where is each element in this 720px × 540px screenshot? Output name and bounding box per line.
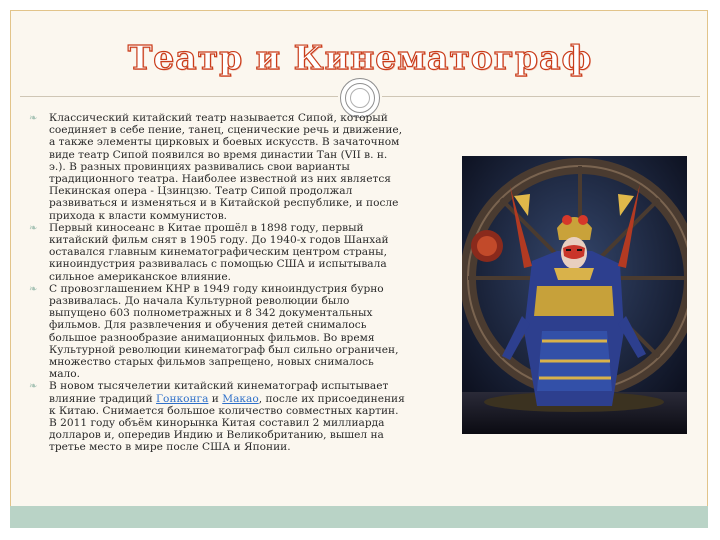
title-divider-left bbox=[20, 96, 338, 97]
title-divider-right bbox=[382, 96, 700, 97]
peking-opera-performer-photo bbox=[462, 156, 687, 434]
slide-body bbox=[28, 112, 406, 454]
leaf-bullet-icon: ❧ bbox=[29, 381, 38, 393]
photo-illustration bbox=[462, 156, 687, 434]
link-macau[interactable]: Макао bbox=[222, 392, 259, 405]
paragraph-new-millennium bbox=[28, 380, 406, 453]
leaf-bullet-icon: ❧ bbox=[29, 283, 38, 295]
paragraph-prc-cinema bbox=[28, 283, 406, 381]
slide-title: Театр и Кинематограф bbox=[127, 38, 593, 77]
link-hong-kong[interactable]: Гонконга bbox=[156, 392, 209, 405]
paragraph-text-mid: и bbox=[208, 392, 223, 405]
paragraph-text-start: В новом тысячелетии китайский кинематограф испытывает влияние традиций bbox=[49, 380, 389, 405]
paragraph-text: Первый киносеанс в Китае прошёл в 1898 году, первый китайский фильм снят в 1905 году. До 1940-х годов Шанхай оставался главным кинематографическим центром страны, киноиндустрия развивалась с помощью США и испытывала сильное американское влияние. bbox=[49, 221, 389, 283]
paragraph-classical-theatre bbox=[28, 112, 406, 222]
leaf-bullet-icon: ❧ bbox=[29, 222, 38, 234]
paragraph-text: Классический китайский театр называется Сипой, который соединяет в себе пение, танец, сценические речь и движение, а также элементы цирковых и боевых искусств. В зачаточном виде театр Сипой появился во время династии Тан (VII в. н. э.). В разных провинциях развивались свои варианты традиционного театра. Наиболее известной из них является Пекинская опера - Цзинцзю. Театр Сипой продолжал развиваться и изменяться и в Китайской республике, и после прихода к власти коммунистов. bbox=[49, 112, 403, 222]
paragraph-text-end: , после их присоединения к Китаю. Снимается большое количество совместных картин. В 2011 году объём кинорынка Китая составил 2 миллиарда долларов и, опередив Индию и Великобританию, вышел на третье место в мире после США и Японии. bbox=[49, 392, 405, 454]
leaf-bullet-icon: ❧ bbox=[29, 113, 38, 124]
slide-bottom-bar bbox=[10, 506, 708, 528]
paragraph-text: С провозглашением КНР в 1949 году киноиндустрия бурно развивалась. До начала Культурной революции было выпущено 603 полнометражных и 8 342 документальных фильмов. Для развлечения и обучения детей снималось большое разнообразие анимационных фильмов. Во время Культурной революции кинематограф был сильно ограничен, множество старых фильмов запрещено, новых снималось мало. bbox=[49, 282, 399, 381]
paragraph-first-cinema bbox=[28, 222, 406, 283]
